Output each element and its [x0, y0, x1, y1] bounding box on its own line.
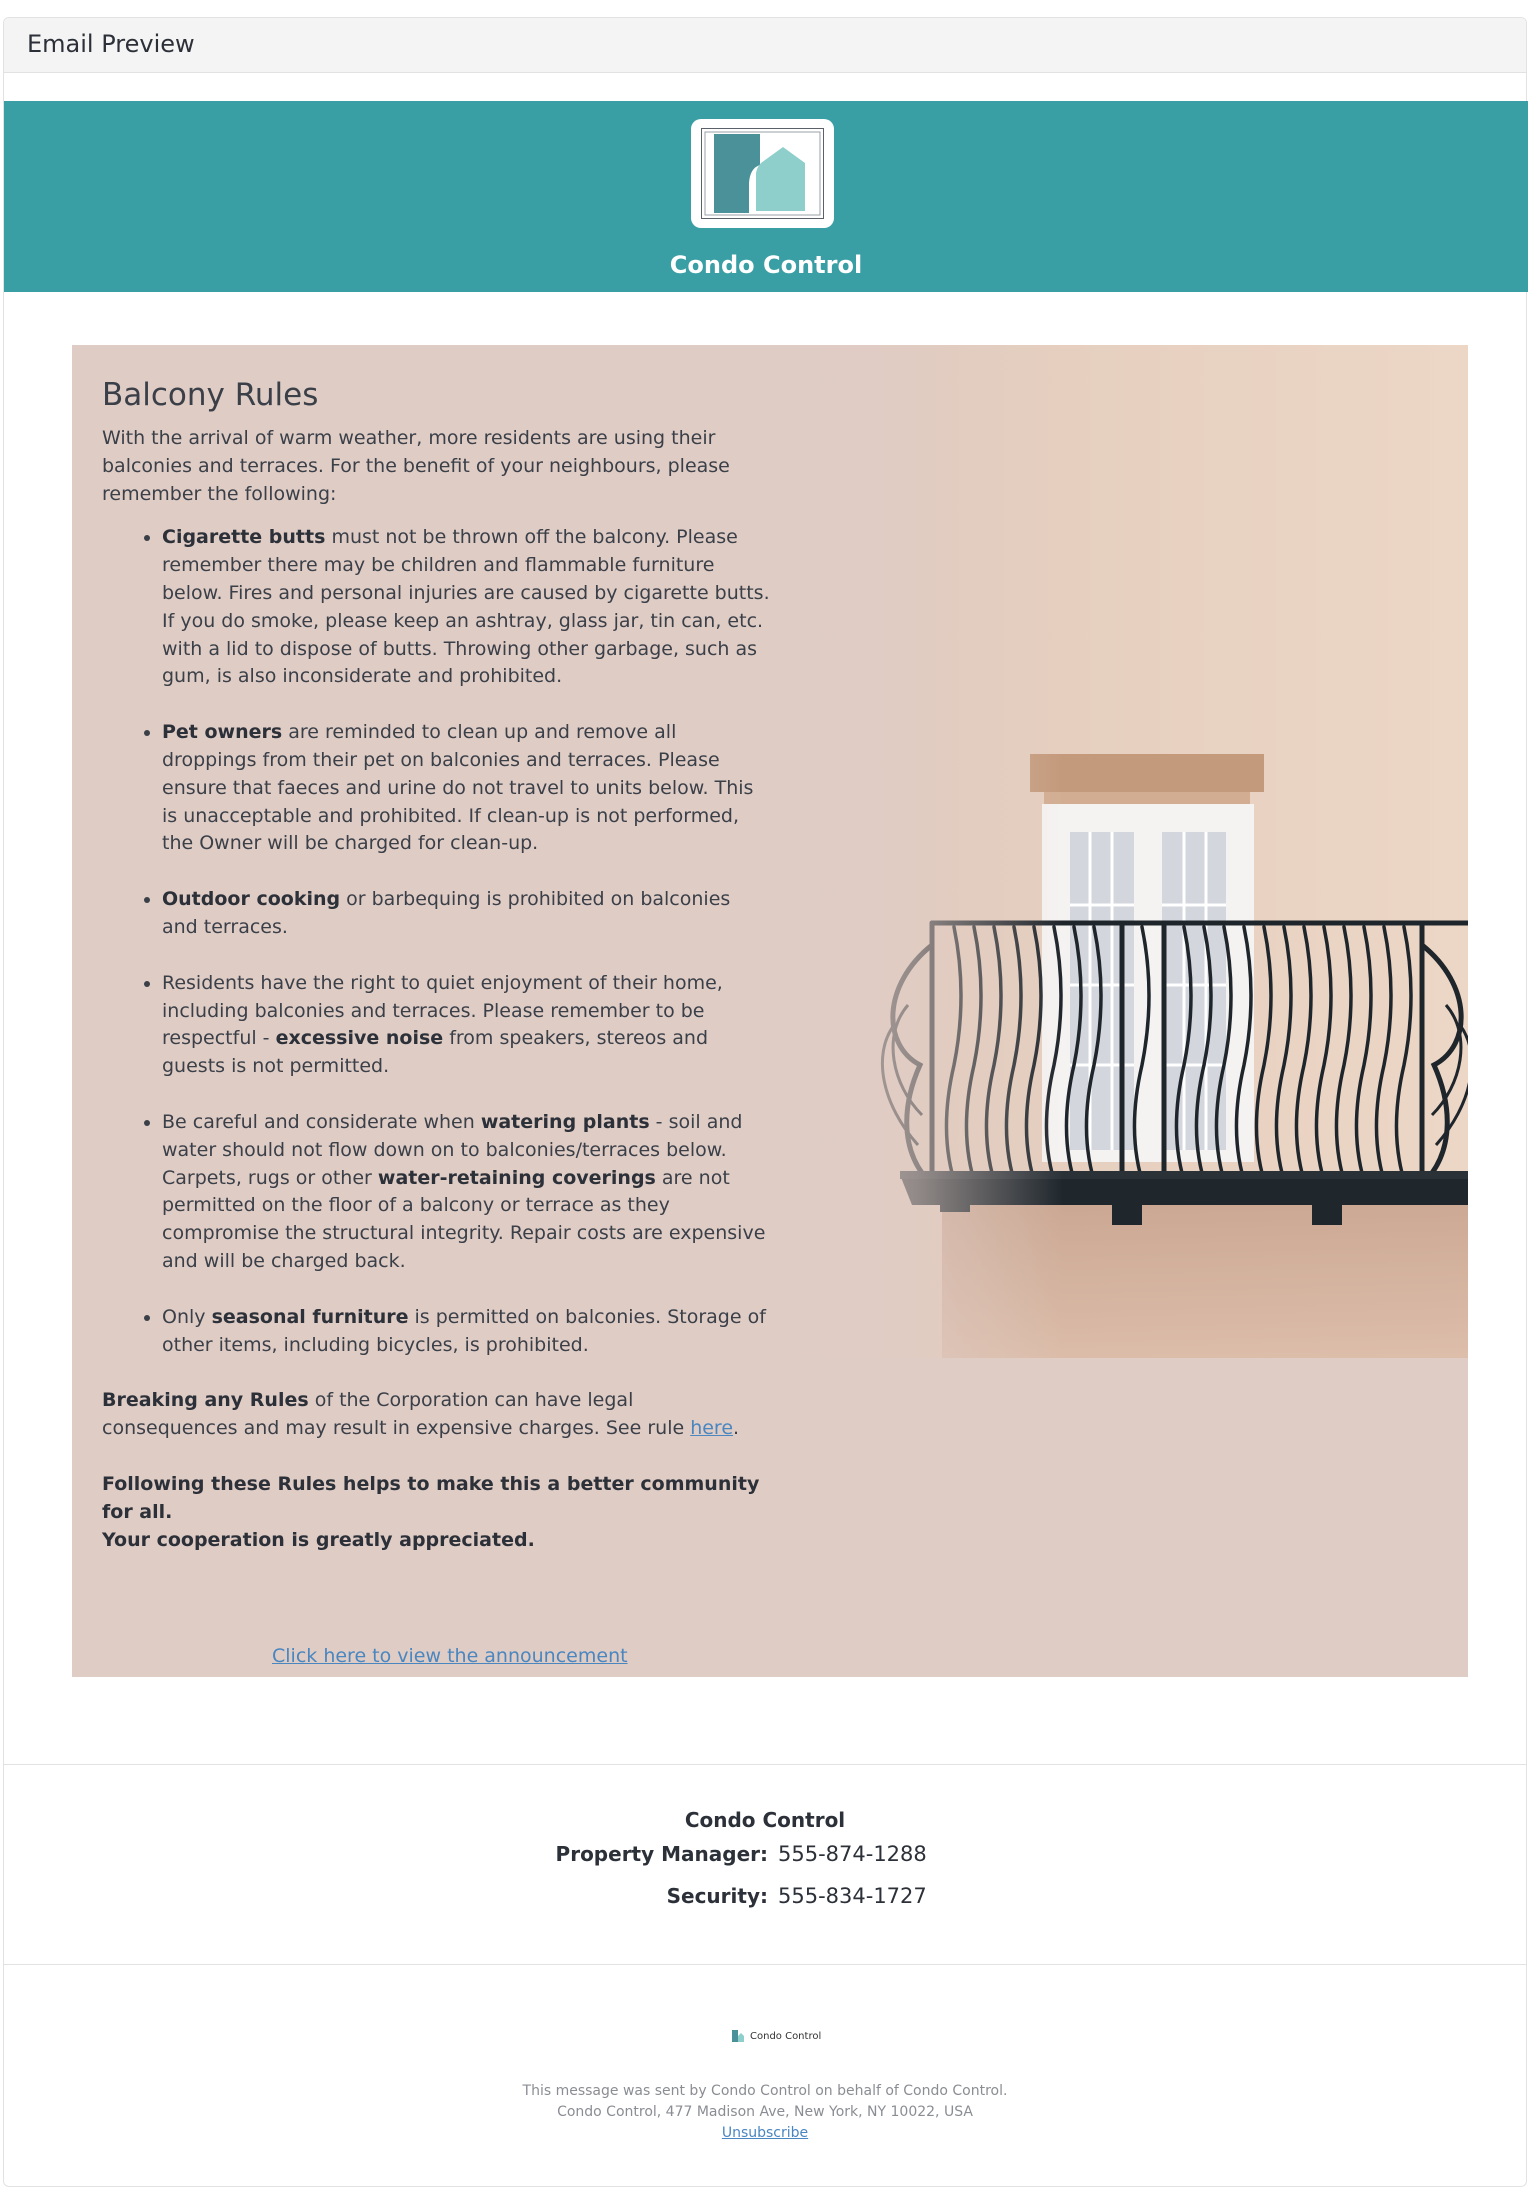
announcement-text: [102, 375, 772, 1554]
announcement-content: [72, 345, 1468, 1677]
manager-phone: 555-874-1288: [778, 1842, 927, 1866]
footer-line2: Condo Control, 477 Madison Ave, New York, NY 10022, USA: [557, 2104, 973, 2120]
rule-link[interactable]: here: [690, 1417, 734, 1440]
footer-logo: [732, 2030, 821, 2042]
footer-line1: This message was sent by Condo Control on behalf of Condo Control.: [522, 2083, 1008, 2099]
security-phone: 555-834-1727: [778, 1884, 927, 1908]
rule-excessive-noise: • Residents have the right to quiet enjoyment of their home, including balconies and terraces. Please remember to be respectful - excessive noise from speakers, stereos and guests is not permitted.: [162, 970, 772, 1081]
breaking-rules-paragraph: Breaking any Rules of the Corporation can have legal consequences and may result in expensive charges. See rule here.: [102, 1389, 740, 1440]
closing-paragraph: Following these Rules helps to make this a better community for all. Your cooperation is greatly appreciated.: [102, 1472, 760, 1551]
window-title: Email Preview: [27, 30, 195, 58]
balcony-photo: [732, 345, 1468, 1358]
manager-label: Property Manager:: [555, 1842, 768, 1866]
intro-paragraph: With the arrival of warm weather, more residents are using their balconies and terraces. For the benefit of your neighbours, please remember the following:: [102, 427, 730, 505]
rule-pet-owners: • Pet owners are reminded to clean up and remove all droppings from their pet on balconies and terraces. Please ensure that faeces and urine do not travel to units below. This is unacceptable and prohibited. If clean-up is not performed, the Owner will be charged for clean-up.: [162, 719, 772, 858]
manager-row: [4, 1842, 1526, 1884]
divider: [4, 1764, 1526, 1765]
view-announcement-link[interactable]: Click here to view the announcement: [272, 1645, 628, 1667]
security-row: [4, 1884, 1526, 1926]
contact-section: [4, 1808, 1526, 1926]
rules-list: [102, 524, 772, 1359]
announcement-heading: Balcony Rules: [102, 377, 319, 413]
rule-outdoor-cooking: • Outdoor cooking or barbequing is prohibited on balconies and terraces.: [162, 886, 772, 942]
card-header: [4, 18, 1526, 73]
rule-cigarette-butts: • Cigarette butts must not be thrown off the balcony. Please remember there may be children and flammable furniture below. Fires and personal injuries are caused by cigarette butts. If you do smoke, please keep an ashtray, glass jar, tin can, etc. with a lid to dispose of butts. Throwing other garbage, such as gum, is also inconsiderate and prohibited.: [162, 524, 772, 691]
unsubscribe-link[interactable]: Unsubscribe: [721, 2125, 809, 2141]
rule-seasonal-furniture: • Only seasonal furniture is permitted on balconies. Storage of other items, including bicycles, is prohibited.: [162, 1304, 772, 1360]
footer-text: [4, 2081, 1526, 2144]
contact-company: Condo Control: [684, 1808, 846, 1832]
banner-company-name: Condo Control: [669, 251, 863, 279]
security-label: Security:: [666, 1884, 768, 1908]
email-preview-card: [3, 17, 1527, 2187]
divider: [4, 1964, 1526, 1965]
footer-logo-icon: [732, 2030, 744, 2042]
email-banner: [4, 101, 1528, 292]
condo-control-logo-icon: [691, 119, 834, 228]
rule-watering-plants: • Be careful and considerate when watering plants - soil and water should not flow down on to balconies/terraces below. Carpets, rugs or other water-retaining coverings are not permitted on the floor of a balcony or terrace as they compromise the structural integrity. Repair costs are expensive and will be charged back.: [162, 1109, 772, 1276]
footer-logo-text: Condo Control: [750, 2030, 822, 2042]
